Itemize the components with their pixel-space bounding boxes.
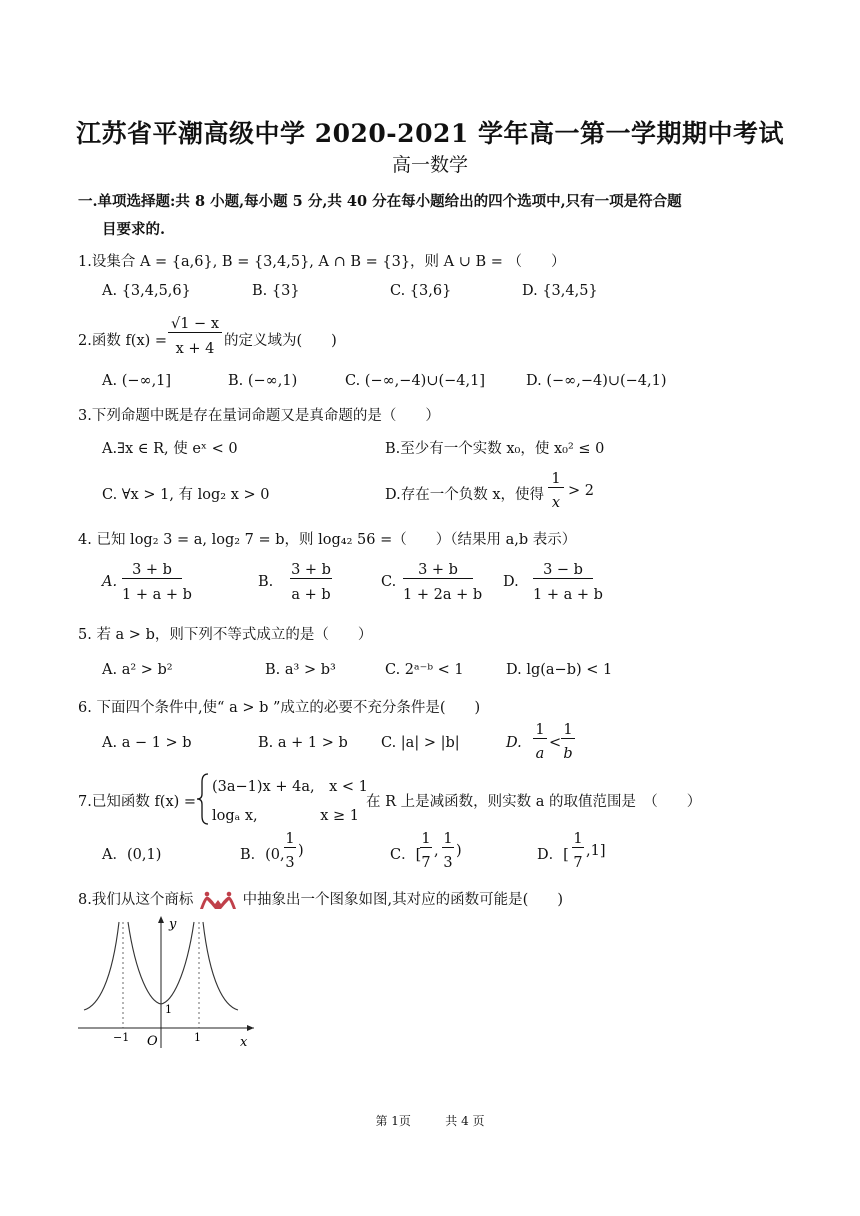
- q7-b-close-paren: ): [298, 843, 304, 859]
- q6-option-d-label: D.: [506, 735, 522, 751]
- q6-option-c: C. |a| > |b|: [381, 735, 460, 751]
- q7-b-numerator: 1: [285, 831, 295, 847]
- question-7-stem-prefix: 7.已知函数 f(x) =: [78, 794, 197, 810]
- q7-option-b: B．(0,: [240, 847, 285, 863]
- footer-page-number: 第 1页: [375, 1114, 411, 1128]
- kappa-logo-icon: [198, 890, 238, 910]
- question-7-stem-suffix: 在 R 上是减函数，则实数 a 的取值范围是 （ ）: [366, 794, 702, 810]
- graph-origin-label: O: [147, 1034, 158, 1049]
- q1-option-b: B. {3}: [252, 283, 300, 299]
- q4-c-denominator: 1 + 2a + b: [403, 587, 483, 603]
- q7-option-a: A．(0,1): [102, 847, 162, 863]
- q3-d-tail: > 2: [568, 483, 594, 499]
- q6-d-less-than: <: [549, 735, 562, 751]
- question-2-stem-suffix: 的定义域为( ): [224, 333, 337, 349]
- q7-piecewise-brace: [196, 772, 210, 826]
- q2-option-b: B. (−∞,1): [228, 373, 298, 389]
- q2-option-a: A. (−∞,1]: [102, 373, 172, 389]
- q7-case-2: logₐ x, x ≥ 1: [212, 808, 360, 824]
- q7-c-frac2-numerator: 1: [443, 831, 453, 847]
- q4-option-b-label: B.: [258, 574, 274, 590]
- section-heading-line2: 目要求的.: [102, 221, 166, 238]
- graph-tick-neg-one: −1: [113, 1031, 130, 1044]
- graph-x-label: x: [240, 1035, 248, 1050]
- q7-case-1: (3a−1)x + 4a, x < 1: [212, 779, 368, 795]
- q6-option-a: A. a − 1 > b: [102, 735, 192, 751]
- question-1-stem: 1.设集合 A = {a,6}, B = {3,4,5}, A ∩ B = {3}，则 A ∪ B = （ ）: [78, 254, 566, 270]
- q4-b-denominator: a + b: [291, 587, 331, 603]
- q7-d-numerator: 1: [573, 831, 583, 847]
- q1-option-d: D. {3,4,5}: [522, 283, 598, 299]
- graph-tick-one-x: 1: [194, 1031, 201, 1044]
- q7-d-tail: ,1]: [586, 843, 606, 859]
- q2-option-c: C. (−∞,−4)∪(−4,1]: [345, 373, 485, 389]
- question-3-stem: 3.下列命题中既是存在量词命题又是真命题的是（ ）: [78, 408, 440, 424]
- q4-d-numerator: 3 − b: [533, 562, 593, 579]
- q5-option-d: D. lg(a−b) < 1: [506, 662, 613, 678]
- q2-fraction-denominator: x + 4: [175, 341, 215, 357]
- q4-option-c-label: C.: [381, 574, 397, 590]
- footer-total-pages: 共 4 页: [445, 1114, 485, 1128]
- q2-fraction-numerator: √1 − x: [168, 316, 222, 333]
- page-title: 江苏省平潮高级中学 2020-2021 学年高一第一学期期中考试: [76, 119, 784, 148]
- q5-option-b: B. a³ > b³: [265, 662, 336, 678]
- q7-c-comma: ,: [434, 843, 439, 859]
- q4-option-d-label: D.: [503, 574, 519, 590]
- q4-option-a-label: A.: [102, 574, 118, 590]
- function-graph-figure: [72, 912, 262, 1052]
- q6-d-frac1-numerator: 1: [533, 722, 547, 739]
- q6-d-frac1-denominator: a: [535, 746, 545, 762]
- section-heading-line1: 一.单项选择题:共 8 小题,每小题 5 分,共 40 分在每小题给出的四个选项中,只有一项是符合题: [78, 193, 682, 210]
- q4-c-numerator: 3 + b: [403, 562, 473, 579]
- question-6-stem: 6. 下面四个条件中,使“ a > b ”成立的必要不充分条件是( ): [78, 700, 481, 716]
- graph-tick-one-y: 1: [165, 1003, 172, 1016]
- q7-c-frac1-numerator: 1: [421, 831, 431, 847]
- q7-option-c: C．[: [390, 847, 422, 863]
- q4-d-denominator: 1 + a + b: [533, 587, 603, 603]
- q6-d-frac2-denominator: b: [563, 746, 573, 762]
- question-2-stem-prefix: 2.函数 f(x) =: [78, 333, 168, 349]
- q7-b-denominator: 3: [285, 855, 295, 871]
- q4-b-numerator: 3 + b: [291, 562, 331, 578]
- q8-stem-part-b: 中抽象出一个图象如图,其对应的函数可能是( ): [242, 892, 563, 908]
- q5-option-a: A. a² > b²: [102, 662, 173, 678]
- q7-option-d: D．[: [537, 847, 569, 863]
- q5-option-c: C. 2ᵃ⁻ᵇ < 1: [385, 662, 464, 678]
- q7-c-close-paren: ): [456, 843, 462, 859]
- q7-c-frac2-denominator: 3: [443, 855, 453, 871]
- q4-a-numerator: 3 + b: [122, 562, 182, 579]
- q3-option-b: B.至少有一个实数 x₀，使 x₀² ≤ 0: [385, 441, 605, 457]
- q6-d-frac2-numerator: 1: [561, 722, 575, 739]
- q3-d-fraction-numerator: 1: [548, 471, 564, 488]
- q7-d-denominator: 7: [573, 855, 583, 871]
- q6-option-b: B. a + 1 > b: [258, 735, 348, 751]
- page-subtitle: 高一数学: [391, 154, 468, 176]
- question-5-stem: 5. 若 a > b，则下列不等式成立的是（ ）: [78, 627, 373, 643]
- q3-d-fraction-denominator: x: [551, 495, 561, 511]
- q2-option-d: D. (−∞,−4)∪(−4,1): [526, 373, 667, 389]
- q3-option-d: D.存在一个负数 x，使得: [385, 487, 545, 503]
- q4-a-denominator: 1 + a + b: [122, 587, 192, 603]
- q3-option-c: C. ∀x > 1, 有 log₂ x > 0: [102, 487, 270, 503]
- q3-option-a: A.∃x ∈ R, 使 eˣ < 0: [102, 441, 238, 457]
- q1-option-c: C. {3,6}: [390, 283, 452, 299]
- page-footer: [0, 1112, 860, 1129]
- question-8-stem: [78, 888, 563, 910]
- q8-stem-part-a: 8.我们从这个商标: [78, 892, 194, 908]
- graph-y-label: y: [169, 917, 177, 932]
- q1-option-a: A. {3,4,5,6}: [102, 283, 191, 299]
- question-4-stem: 4. 已知 log₂ 3 = a, log₂ 7 = b，则 log₄₂ 56 =（ ）（结果用 a,b 表示）: [78, 532, 577, 548]
- q7-c-frac1-denominator: 7: [421, 855, 431, 871]
